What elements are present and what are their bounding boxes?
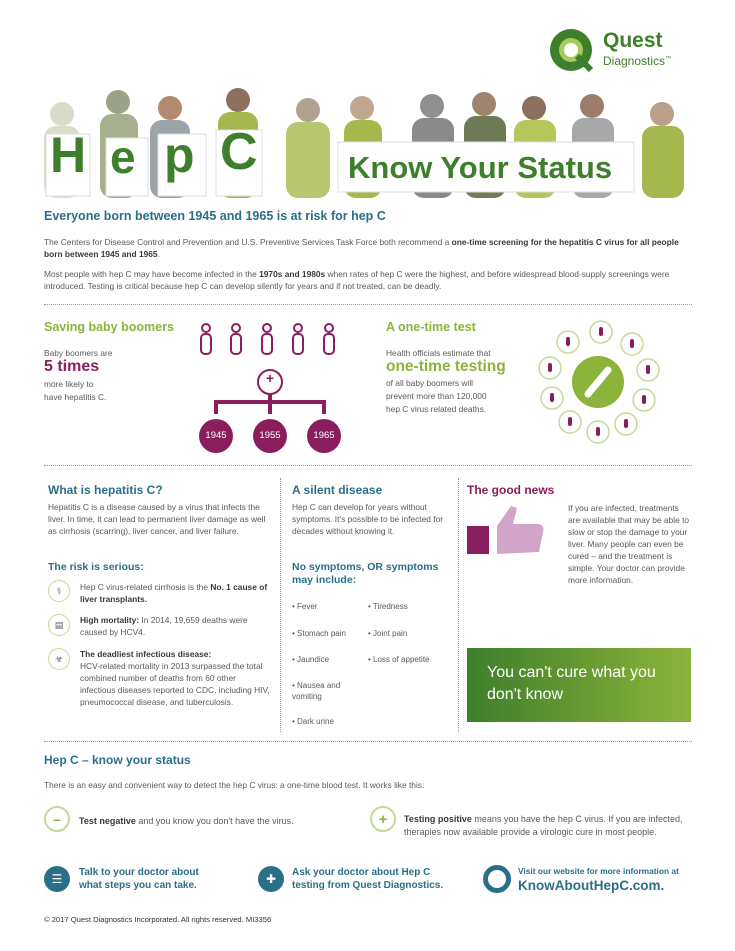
intro-p1-b: one-time screening for the hepatitis C virus for all people born between 1945 and 1965 (44, 237, 679, 259)
symptom-joint: • Joint pain (368, 629, 408, 638)
symptom-appetite: • Loss of appetite (368, 655, 430, 664)
stethoscope-icon: ⚕ (48, 580, 70, 602)
onetime-line1: Health officials estimate that (386, 348, 491, 358)
symptom-tiredness: • Tiredness (368, 602, 408, 611)
thumbs-up-icon (467, 502, 547, 556)
intro-p2-b: 1970s and 1980s (259, 269, 326, 279)
onetime-big: one-time testing (386, 358, 506, 375)
symptom-jaundice: • Jaundice (292, 655, 330, 664)
onetime-line3: prevent more than 120,000 (386, 391, 487, 401)
status-positive (404, 813, 694, 839)
risk-2 (80, 614, 270, 638)
onetime-line4: hep C virus related deaths. (386, 404, 487, 414)
logo-sub: Diagnostics (603, 54, 666, 68)
onetime-heading: A one-time test (386, 320, 476, 334)
year-1945: 1945 (205, 430, 227, 441)
letter-p: p (164, 127, 195, 183)
biohazard-icon: ☣ (48, 648, 70, 670)
footer: © 2017 Quest Diagnostics Incorporated. All rights reserved. MI3356 (44, 915, 272, 924)
test-tube-ring-graphic (532, 318, 670, 446)
year-1965: 1965 (313, 430, 335, 441)
status-neg-a: Test negative (79, 816, 136, 826)
risk-heading: The risk is serious: (48, 561, 144, 573)
divider (44, 741, 692, 742)
risk-2-a: High mortality: (80, 615, 140, 625)
status-pos-b: means you have the hep C virus. If you are infected, therapies now available provide a virologic cure in most people. (404, 814, 683, 837)
boomers-line1: Baby boomers are (44, 348, 113, 358)
risk-1-a: Hep C virus-related cirrhosis is the (80, 582, 211, 592)
cta-ask: Ask your doctor about Hep C testing from Quest Diagnostics. (292, 867, 444, 891)
cure-banner-text: You can't cure what you don't know (487, 664, 656, 703)
what-heading: What is hepatitis C? (48, 483, 163, 497)
hero-banner (40, 86, 695, 198)
chart-icon: ▤ (48, 614, 70, 636)
cta-visit-small: Visit our website for more information at (518, 866, 679, 876)
good-body: If you are infected, treatments are available that may be able to slow or stop the damage to your liver. Many people can even be cured – and the treatment is simple. Your doctor can provide more information. (568, 503, 690, 585)
divider (44, 465, 692, 466)
year-1955: 1955 (259, 430, 281, 441)
boomers-line2: more likely to (44, 379, 94, 389)
web-icon (483, 865, 511, 893)
symptom-nausea: • Nausea and vomiting (292, 681, 341, 701)
what-body: Hepatitis C is a disease caused by a virus that infects the liver. In time, it can lead to permanent liver damage as well as cirrhosis (scarring), liver cancer, and liver failure. (48, 502, 266, 536)
quest-logo (547, 26, 707, 74)
plus-circle-icon: + (370, 806, 396, 832)
intro-p1-c: . (157, 249, 160, 259)
silent-body: Hep C can develop for years without symptoms. It's possible to be infected for decades without knowing it. (292, 502, 444, 536)
onetime-line2: of all baby boomers will (386, 378, 474, 388)
symptom-urine: • Dark urine (292, 717, 334, 726)
boomers-big: 5 times (44, 358, 100, 375)
silent-heading: A silent disease (292, 483, 383, 497)
intro-heading: Everyone born between 1945 and 1965 is at risk for hep C (44, 209, 386, 223)
banner-title: Know Your Status (348, 150, 613, 185)
boomers-heading: Saving baby boomers (44, 320, 174, 334)
logo-tm: ™ (665, 56, 672, 62)
boomers-line3: have hepatitis C. (44, 392, 107, 402)
status-heading: Hep C – know your status (44, 753, 191, 767)
cure-banner (467, 648, 691, 722)
risk-3-b: HCV-related mortality in 2013 surpassed the total combined number of deaths from 60 other infectious diseases reported to CDC, including HIV, pneumococcal disease, and tuberculosis. (80, 661, 270, 707)
risk-1-b: No. 1 cause of liver transplants. (80, 582, 268, 604)
cta-url[interactable]: KnowAboutHepC.com. (518, 878, 665, 893)
status-intro: There is an easy and convenient way to detect the hep C virus: a one-time blood test. It works like this: (44, 780, 425, 790)
intro-paragraph-2 (44, 268, 694, 292)
medical-kit-icon: ✚ (258, 866, 284, 892)
good-heading: The good news (467, 483, 555, 497)
intro-p2-a: Most people with hep C may have become infected in the (44, 269, 260, 279)
letter-h: H (50, 127, 87, 183)
risk-2-b: In 2014, 19,659 deaths were caused by HCV4. (80, 615, 248, 637)
status-negative (79, 815, 294, 827)
risk-3-a: The deadliest infectious disease: (80, 649, 212, 659)
status-pos-a: Testing positive (404, 814, 472, 824)
column-divider (458, 478, 459, 732)
letter-c: C (220, 123, 258, 181)
intro-p2-c: when rates of hep C were the highest, and before widespread blood-supply screenings were introduced. Testing is critical because hep C can develop silently for years and if not treated, can be deadly. (44, 269, 670, 291)
column-divider (280, 478, 281, 732)
intro-paragraph-1 (44, 236, 694, 260)
logo-name: Quest (603, 29, 663, 52)
quest-logo-icon (547, 26, 597, 74)
letter-e: e (110, 131, 136, 183)
person-icons (201, 324, 334, 354)
plus-icon: + (265, 370, 275, 386)
silent-sub: No symptoms, OR symptoms may include: (292, 561, 439, 586)
symptom-fever: • Fever (292, 602, 318, 611)
symptom-stomach: • Stomach pain (292, 629, 346, 638)
status-neg-b: and you know you don't have the virus. (135, 816, 294, 826)
divider (44, 304, 692, 305)
list-icon: ☰ (44, 866, 70, 892)
risk-3 (80, 648, 272, 708)
minus-icon: – (44, 806, 70, 832)
intro-p1-a: The Centers for Disease Control and Prevention and U.S. Preventive Services Task Force both recommend a (44, 237, 452, 247)
cta-talk: Talk to your doctor about what steps you can take. (79, 867, 199, 891)
risk-1 (80, 581, 270, 605)
